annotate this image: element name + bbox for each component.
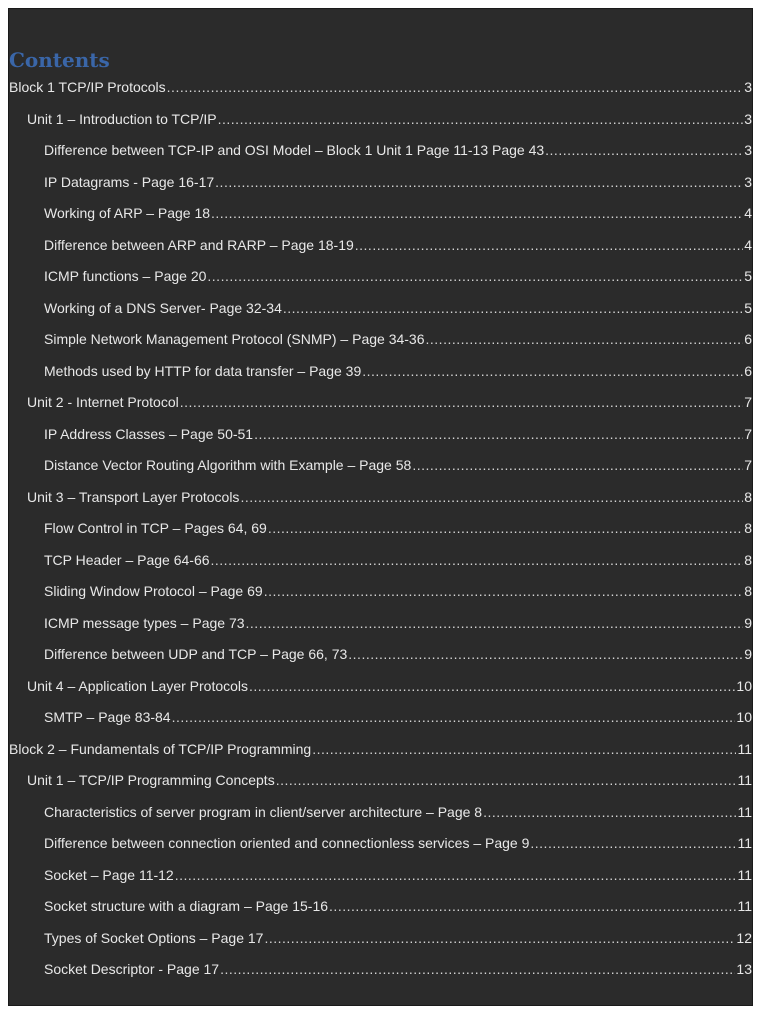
toc-dot-leader [530, 833, 736, 853]
toc-entry-topic[interactable] [9, 926, 752, 958]
toc-entry-page-number[interactable]: 8 [744, 488, 752, 505]
toc-entry-page-number[interactable]: 5 [744, 299, 752, 316]
toc-entry-topic[interactable] [9, 579, 752, 611]
toc-entry-unit[interactable] [9, 768, 752, 800]
toc-entry-page-number[interactable]: 8 [744, 583, 752, 599]
toc-dot-leader [211, 203, 743, 223]
toc-dot-leader [283, 298, 743, 318]
toc-entry-topic[interactable] [9, 233, 752, 265]
toc-dot-leader [545, 140, 743, 160]
toc-entry-page-number[interactable]: 6 [744, 362, 752, 379]
toc-entry-topic[interactable] [9, 359, 752, 391]
toc-entry-topic[interactable] [9, 422, 752, 454]
toc-entry-block[interactable] [9, 737, 752, 769]
toc-entry-title[interactable]: Socket structure with a diagram – Page 15-16 [44, 898, 329, 914]
toc-dot-leader [240, 487, 743, 507]
toc-entry-page-number[interactable]: 7 [744, 425, 752, 442]
toc-entry-topic[interactable] [9, 170, 752, 202]
toc-entry-topic[interactable] [9, 800, 752, 832]
toc-entry-page-number[interactable]: 3 [744, 142, 752, 158]
toc-entry-title[interactable]: ICMP message types – Page 73 [44, 614, 245, 631]
toc-entry-page-number[interactable]: 3 [744, 173, 752, 190]
toc-entry-topic[interactable] [9, 548, 752, 580]
toc-entry-page-number[interactable]: 3 [744, 110, 752, 127]
toc-entry-page-number[interactable]: 9 [744, 614, 752, 631]
toc-entry-title[interactable]: Unit 4 – Application Layer Protocols [27, 677, 249, 694]
toc-dot-leader [348, 644, 743, 664]
toc-entry-page-number[interactable]: 7 [744, 394, 752, 410]
toc-entry-title[interactable]: Distance Vector Routing Algorithm with Example – Page 58 [44, 457, 412, 473]
toc-dot-leader [268, 518, 743, 538]
toc-dot-leader [215, 172, 743, 192]
toc-entry-topic[interactable] [9, 296, 752, 328]
toc-entry-title[interactable]: Block 2 – Fundamentals of TCP/IP Programming [9, 740, 312, 757]
toc-entry-topic[interactable] [9, 453, 752, 485]
toc-entry-title[interactable]: TCP Header – Page 64-66 [44, 551, 210, 568]
toc-entry-page-number[interactable]: 11 [737, 740, 752, 757]
toc-dot-leader [180, 392, 743, 412]
toc-dot-leader [254, 424, 743, 444]
toc-entry-title[interactable]: Unit 2 - Internet Protocol [27, 394, 179, 410]
toc-entry-title[interactable]: Socket Descriptor - Page 17 [44, 961, 220, 977]
toc-entry-page-number[interactable]: 3 [744, 79, 752, 95]
toc-entry-title[interactable]: Working of ARP – Page 18 [44, 205, 211, 221]
toc-entry-page-number[interactable]: 10 [736, 677, 752, 694]
table-of-contents [9, 75, 752, 989]
toc-entry-title[interactable]: Flow Control in TCP – Pages 64, 69 [44, 520, 267, 536]
toc-entry-topic[interactable] [9, 516, 752, 548]
toc-entry-page-number[interactable]: 11 [737, 835, 752, 851]
toc-entry-title[interactable]: SMTP – Page 83-84 [44, 709, 171, 725]
toc-dot-leader [175, 865, 737, 885]
toc-entry-title[interactable]: Unit 3 – Transport Layer Protocols [27, 488, 240, 505]
toc-entry-topic[interactable] [9, 894, 752, 926]
toc-dot-leader [207, 266, 743, 286]
toc-entry-topic[interactable] [9, 863, 752, 895]
toc-entry-title[interactable]: Sliding Window Protocol – Page 69 [44, 583, 263, 599]
toc-entry-page-number[interactable]: 10 [736, 709, 752, 725]
toc-entry-unit[interactable] [9, 674, 752, 706]
toc-entry-title[interactable]: IP Address Classes – Page 50-51 [44, 425, 254, 442]
toc-entry-title[interactable]: Methods used by HTTP for data transfer – Page 39 [44, 362, 362, 379]
toc-entry-title[interactable]: Difference between connection oriented and connectionless services – Page 9 [44, 835, 530, 851]
toc-entry-title[interactable]: Characteristics of server program in client/server architecture – Page 8 [44, 803, 483, 820]
toc-entry-title[interactable]: Types of Socket Options – Page 17 [44, 929, 264, 946]
toc-dot-leader [211, 550, 744, 570]
toc-entry-topic[interactable] [9, 201, 752, 233]
toc-dot-leader [312, 739, 736, 759]
contents-heading: Contents [9, 48, 110, 72]
document-page [8, 8, 753, 1006]
toc-entry-unit[interactable] [9, 485, 752, 517]
toc-dot-leader [264, 581, 744, 601]
toc-entry-topic[interactable] [9, 831, 752, 863]
toc-entry-page-number[interactable]: 4 [744, 205, 752, 221]
toc-entry-page-number[interactable]: 11 [737, 898, 752, 914]
toc-entry-page-number[interactable]: 7 [744, 457, 752, 473]
toc-dot-leader [172, 707, 736, 727]
toc-dot-leader [276, 770, 737, 790]
toc-entry-page-number[interactable]: 11 [737, 803, 752, 820]
toc-entry-title[interactable]: Difference between UDP and TCP – Page 66, 73 [44, 646, 348, 662]
toc-dot-leader [355, 235, 743, 255]
toc-entry-title[interactable]: Socket – Page 11-12 [44, 866, 174, 883]
toc-entry-title[interactable]: Block 1 TCP/IP Protocols [9, 79, 166, 95]
toc-dot-leader [362, 361, 743, 381]
toc-dot-leader [218, 109, 744, 129]
toc-entry-page-number[interactable]: 9 [744, 646, 752, 662]
toc-entry-block[interactable] [9, 75, 752, 107]
toc-entry-page-number[interactable]: 13 [736, 961, 752, 977]
toc-dot-leader [220, 959, 735, 979]
toc-dot-leader [246, 613, 744, 633]
toc-entry-page-number[interactable]: 6 [744, 331, 752, 347]
toc-dot-leader [329, 896, 736, 916]
toc-entry-title[interactable]: Difference between TCP-IP and OSI Model – Block 1 Unit 1 Page 11-13 Page 43 [44, 142, 545, 158]
toc-entry-page-number[interactable]: 11 [737, 772, 752, 788]
toc-entry-page-number[interactable]: 12 [736, 929, 752, 946]
toc-dot-leader [412, 455, 743, 475]
toc-dot-leader [426, 329, 744, 349]
toc-entry-title[interactable]: Working of a DNS Server- Page 32-34 [44, 299, 282, 316]
toc-entry-topic[interactable] [9, 705, 752, 737]
toc-entry-topic[interactable] [9, 264, 752, 296]
toc-entry-page-number[interactable]: 5 [744, 268, 752, 284]
toc-entry-page-number[interactable]: 4 [744, 236, 752, 253]
toc-entry-title[interactable]: IP Datagrams - Page 16-17 [44, 173, 215, 190]
toc-entry-topic[interactable] [9, 327, 752, 359]
toc-entry-page-number[interactable]: 11 [737, 866, 752, 883]
toc-entry-unit[interactable] [9, 107, 752, 139]
toc-entry-topic[interactable] [9, 642, 752, 674]
toc-entry-title[interactable]: ICMP functions – Page 20 [44, 268, 207, 284]
toc-dot-leader [249, 676, 735, 696]
toc-entry-unit[interactable] [9, 390, 752, 422]
toc-entry-topic[interactable] [9, 138, 752, 170]
toc-entry-title[interactable]: Simple Network Management Protocol (SNMP) – Page 34-36 [44, 331, 425, 347]
toc-entry-title[interactable]: Difference between ARP and RARP – Page 18-19 [44, 236, 354, 253]
toc-entry-topic[interactable] [9, 957, 752, 989]
toc-entry-page-number[interactable]: 8 [744, 520, 752, 536]
toc-entry-title[interactable]: Unit 1 – TCP/IP Programming Concepts [27, 772, 275, 788]
toc-dot-leader [483, 802, 736, 822]
toc-entry-page-number[interactable]: 8 [744, 551, 752, 568]
toc-dot-leader [167, 77, 744, 97]
toc-entry-topic[interactable] [9, 611, 752, 643]
toc-dot-leader [264, 928, 735, 948]
toc-entry-title[interactable]: Unit 1 – Introduction to TCP/IP [27, 110, 217, 127]
